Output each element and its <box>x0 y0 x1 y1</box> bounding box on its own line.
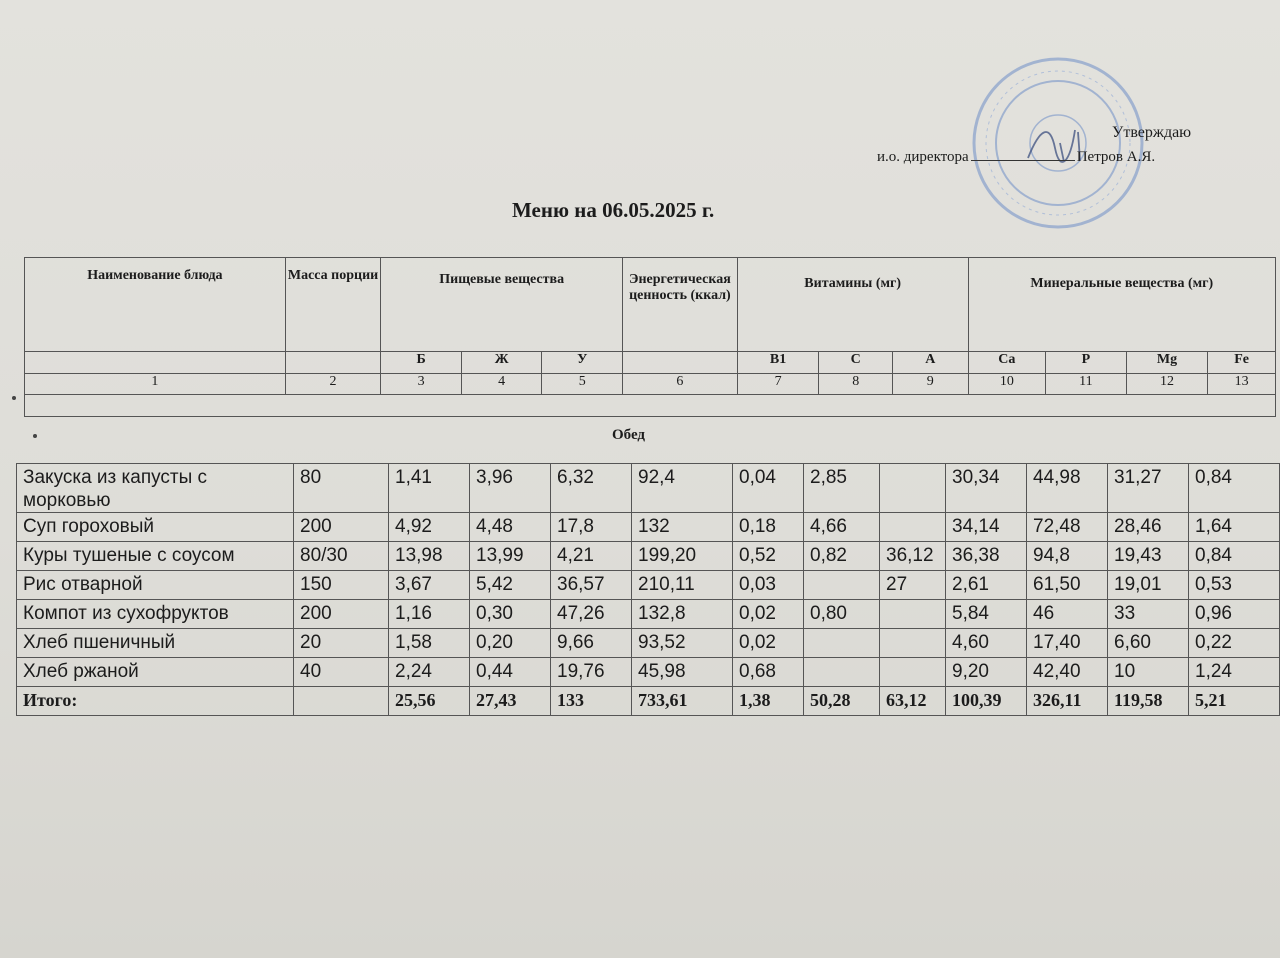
iron-cell: 1,24 <box>1189 658 1280 687</box>
phosphorus-cell: 44,98 <box>1027 464 1108 513</box>
vitamin-b1-cell: 0,02 <box>733 629 804 658</box>
column-number: 7 <box>737 374 819 395</box>
column-number: 4 <box>461 374 542 395</box>
sub-header-mg: Mg <box>1126 352 1208 374</box>
col-header-nutrients: Пищевые вещества <box>381 258 623 352</box>
punch-mark <box>33 434 37 438</box>
carbs-cell: 9,66 <box>551 629 632 658</box>
carbs-cell: 6,32 <box>551 464 632 513</box>
magnesium-cell: 31,27 <box>1108 464 1189 513</box>
portion-mass-total <box>294 687 389 716</box>
calcium-cell: 4,60 <box>946 629 1027 658</box>
spacer-row <box>25 395 1276 417</box>
section-title: Обед <box>612 427 646 443</box>
vitamin-b1-cell: 0,52 <box>733 542 804 571</box>
vitamin-c-cell <box>804 571 880 600</box>
vitamin-b1-total: 1,38 <box>733 687 804 716</box>
fat-cell: 0,30 <box>470 600 551 629</box>
iron-cell: 0,84 <box>1189 542 1280 571</box>
dish-name-cell: Компот из сухофруктов <box>17 600 294 629</box>
calcium-total: 100,39 <box>946 687 1027 716</box>
portion-mass-cell: 200 <box>294 513 389 542</box>
phosphorus-cell: 61,50 <box>1027 571 1108 600</box>
energy-cell: 132 <box>632 513 733 542</box>
vitamin-b1-cell: 0,03 <box>733 571 804 600</box>
vitamin-a-cell: 36,12 <box>880 542 946 571</box>
energy-cell: 45,98 <box>632 658 733 687</box>
column-number: 11 <box>1046 374 1127 395</box>
magnesium-cell: 33 <box>1108 600 1189 629</box>
sub-header-zh: Ж <box>461 352 542 374</box>
phosphorus-cell: 42,40 <box>1027 658 1108 687</box>
dish-name-cell: Хлеб ржаной <box>17 658 294 687</box>
calcium-cell: 2,61 <box>946 571 1027 600</box>
approval-title: Утверждаю <box>1112 124 1192 141</box>
portion-mass-cell: 200 <box>294 600 389 629</box>
protein-cell: 3,67 <box>389 571 470 600</box>
table-row <box>17 464 1280 513</box>
magnesium-cell: 10 <box>1108 658 1189 687</box>
dish-name-cell: Куры тушеные с соусом <box>17 542 294 571</box>
col-header-minerals: Минеральные вещества (мг) <box>968 258 1275 352</box>
col-header-mass: Масса порции <box>285 258 381 352</box>
dish-name-cell: Закуска из капусты с морковью <box>17 464 294 513</box>
approval-signature-line <box>877 149 1155 166</box>
iron-cell: 0,96 <box>1189 600 1280 629</box>
vitamin-a-cell: 27 <box>880 571 946 600</box>
carbs-cell: 4,21 <box>551 542 632 571</box>
energy-cell: 132,8 <box>632 600 733 629</box>
protein-cell: 4,92 <box>389 513 470 542</box>
sub-header-b1: В1 <box>737 352 819 374</box>
col-header-vitamins: Витамины (мг) <box>737 258 968 352</box>
magnesium-cell: 28,46 <box>1108 513 1189 542</box>
sub-header-empty <box>285 352 381 374</box>
carbs-cell: 17,8 <box>551 513 632 542</box>
dish-name-cell: Рис отварной <box>17 571 294 600</box>
table-row <box>17 571 1280 600</box>
calcium-cell: 36,38 <box>946 542 1027 571</box>
iron-cell: 0,53 <box>1189 571 1280 600</box>
vitamin-c-cell <box>804 658 880 687</box>
punch-mark <box>12 396 16 400</box>
menu-header-table <box>24 257 1276 417</box>
phosphorus-cell: 72,48 <box>1027 513 1108 542</box>
protein-cell: 2,24 <box>389 658 470 687</box>
carbs-cell: 36,57 <box>551 571 632 600</box>
total-row <box>17 687 1280 716</box>
iron-cell: 0,22 <box>1189 629 1280 658</box>
sub-header-a: А <box>892 352 968 374</box>
column-number: 12 <box>1126 374 1208 395</box>
energy-total: 733,61 <box>632 687 733 716</box>
fat-cell: 0,44 <box>470 658 551 687</box>
phosphorus-cell: 94,8 <box>1027 542 1108 571</box>
sub-header-b: Б <box>381 352 462 374</box>
iron-total: 5,21 <box>1189 687 1280 716</box>
column-number: 3 <box>381 374 462 395</box>
vitamin-b1-cell: 0,02 <box>733 600 804 629</box>
iron-cell: 0,84 <box>1189 464 1280 513</box>
column-number: 6 <box>622 374 737 395</box>
column-number: 2 <box>285 374 381 395</box>
sub-header-empty <box>25 352 286 374</box>
vitamin-c-cell: 4,66 <box>804 513 880 542</box>
calcium-cell: 9,20 <box>946 658 1027 687</box>
vitamin-b1-cell: 0,04 <box>733 464 804 513</box>
fat-cell: 3,96 <box>470 464 551 513</box>
sub-header-empty <box>622 352 737 374</box>
portion-mass-cell: 20 <box>294 629 389 658</box>
carbs-total: 133 <box>551 687 632 716</box>
magnesium-cell: 19,43 <box>1108 542 1189 571</box>
portion-mass-cell: 80 <box>294 464 389 513</box>
vitamin-a-cell <box>880 464 946 513</box>
energy-cell: 210,11 <box>632 571 733 600</box>
signature-blank <box>971 160 1075 161</box>
iron-cell: 1,64 <box>1189 513 1280 542</box>
total-label: Итого: <box>17 687 294 716</box>
col-header-name: Наименование блюда <box>25 258 286 352</box>
dish-name-cell: Суп гороховый <box>17 513 294 542</box>
approval-name: Петров А.Я. <box>1076 149 1156 165</box>
energy-cell: 92,4 <box>632 464 733 513</box>
magnesium-cell: 6,60 <box>1108 629 1189 658</box>
sub-header-u: У <box>542 352 623 374</box>
sub-header-c: С <box>819 352 893 374</box>
phosphorus-cell: 46 <box>1027 600 1108 629</box>
menu-table <box>16 463 1280 716</box>
column-number: 8 <box>819 374 893 395</box>
carbs-cell: 47,26 <box>551 600 632 629</box>
fat-cell: 4,48 <box>470 513 551 542</box>
energy-cell: 93,52 <box>632 629 733 658</box>
fat-cell: 13,99 <box>470 542 551 571</box>
magnesium-cell: 19,01 <box>1108 571 1189 600</box>
protein-cell: 1,58 <box>389 629 470 658</box>
column-number: 13 <box>1208 374 1276 395</box>
table-row <box>17 600 1280 629</box>
vitamin-c-cell: 2,85 <box>804 464 880 513</box>
vitamin-c-total: 50,28 <box>804 687 880 716</box>
magnesium-total: 119,58 <box>1108 687 1189 716</box>
sub-header-p: P <box>1046 352 1127 374</box>
vitamin-a-cell <box>880 658 946 687</box>
calcium-cell: 5,84 <box>946 600 1027 629</box>
fat-total: 27,43 <box>470 687 551 716</box>
column-number: 10 <box>968 374 1046 395</box>
portion-mass-cell: 150 <box>294 571 389 600</box>
table-row <box>17 513 1280 542</box>
approval-position: и.о. директора <box>877 149 969 165</box>
calcium-cell: 34,14 <box>946 513 1027 542</box>
vitamin-b1-cell: 0,18 <box>733 513 804 542</box>
protein-cell: 13,98 <box>389 542 470 571</box>
column-number: 1 <box>25 374 286 395</box>
calcium-cell: 30,34 <box>946 464 1027 513</box>
vitamin-b1-cell: 0,68 <box>733 658 804 687</box>
protein-total: 25,56 <box>389 687 470 716</box>
vitamin-a-cell <box>880 513 946 542</box>
vitamin-a-total: 63,12 <box>880 687 946 716</box>
table-row <box>17 542 1280 571</box>
phosphorus-cell: 17,40 <box>1027 629 1108 658</box>
protein-cell: 1,16 <box>389 600 470 629</box>
document-title: Меню на 06.05.2025 г. <box>512 198 715 222</box>
fat-cell: 0,20 <box>470 629 551 658</box>
vitamin-c-cell <box>804 629 880 658</box>
protein-cell: 1,41 <box>389 464 470 513</box>
sub-header-fe: Fe <box>1208 352 1276 374</box>
vitamin-a-cell <box>880 629 946 658</box>
vitamin-c-cell: 0,82 <box>804 542 880 571</box>
col-header-energy: Энергетическая ценность (ккал) <box>622 258 737 352</box>
column-number: 9 <box>892 374 968 395</box>
carbs-cell: 19,76 <box>551 658 632 687</box>
sub-header-ca: Ca <box>968 352 1046 374</box>
phosphorus-total: 326,11 <box>1027 687 1108 716</box>
portion-mass-cell: 40 <box>294 658 389 687</box>
column-number: 5 <box>542 374 623 395</box>
fat-cell: 5,42 <box>470 571 551 600</box>
table-row <box>17 658 1280 687</box>
table-row <box>17 629 1280 658</box>
portion-mass-cell: 80/30 <box>294 542 389 571</box>
dish-name-cell: Хлеб пшеничный <box>17 629 294 658</box>
energy-cell: 199,20 <box>632 542 733 571</box>
vitamin-a-cell <box>880 600 946 629</box>
vitamin-c-cell: 0,80 <box>804 600 880 629</box>
